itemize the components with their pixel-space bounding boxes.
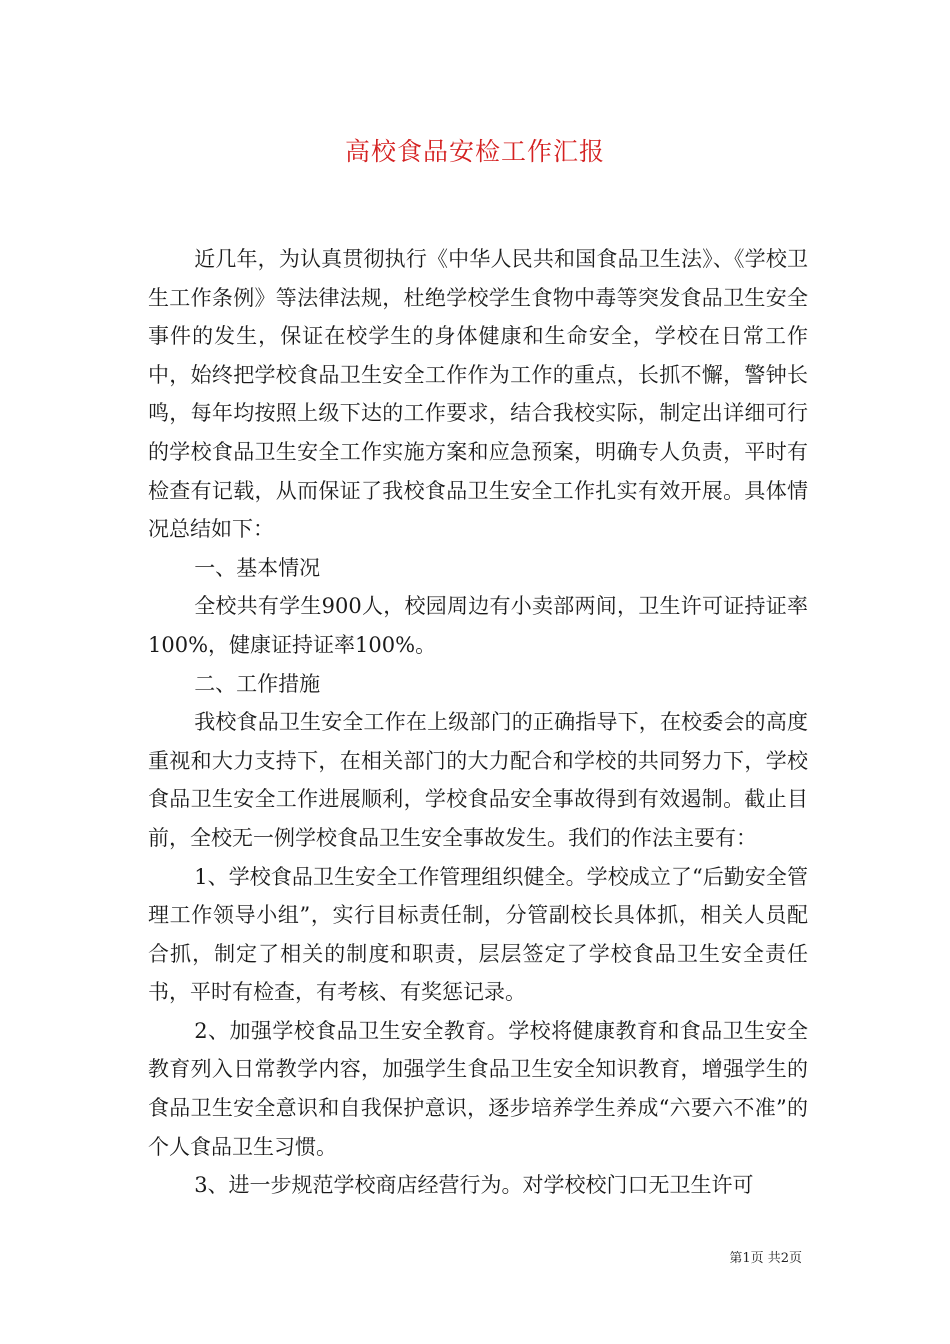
measure-item-3: 3、进一步规范学校商店经营行为。对学校校门口无卫生许可: [194, 1173, 754, 1198]
document-title: 高校食品安检工作汇报: [344, 137, 605, 166]
section-heading-basic: 一、基本情况: [194, 555, 321, 580]
page-number-footer: 第1页 共2页: [729, 1251, 802, 1266]
document-body: [148, 240, 808, 1205]
measure-item-1: 1、学校食品卫生安全工作管理组织健全。学校成立了“后勤安全管理工作领导小组”，实行目标责任制，分管副校长具体抓，相关人员配合抓，制定了相关的制度和职责，层层签定了学校食品卫生安全责任书，平时有检查，有考核、有奖惩记录。: [148, 864, 808, 1005]
measures-paragraph: 我校食品卫生安全工作在上级部门的正确指导下，在校委会的高度重视和大力支持下，在相关部门的大力配合和学校的共同努力下，学校食品卫生安全工作进展顺利，学校食品安全事故得到有效遏制。截止目前，全校无一例学校食品卫生安全事故发生。我们的作法主要有：: [148, 710, 808, 850]
section-heading-measures: 二、工作措施: [194, 671, 321, 696]
measure-item-2: 2、加强学校食品卫生安全教育。学校将健康教育和食品卫生安全教育列入日常教学内容，加强学生食品卫生安全知识教育，增强学生的食品卫生安全意识和自我保护意识，逐步培养学生养成“六要六不准”的个人食品卫生习惯。: [148, 1018, 808, 1159]
intro-paragraph: 近几年，为认真贯彻执行《中华人民共和国食品卫生法》、《学校卫生工作条例》等法律法规，杜绝学校学生食物中毒等突发食品卫生安全事件的发生，保证在校学生的身体健康和生命安全，学校在日常工作中，始终把学校食品卫生安全工作作为工作的重点，长抓不懈，警钟长鸣，每年均按照上级下达的工作要求，结合我校实际，制定出详细可行的学校食品卫生安全工作实施方案和应急预案，明确专人负责，平时有检查有记载，从而保证了我校食品卫生安全工作扎实有效开展。具体情况总结如下：: [148, 247, 808, 542]
basic-info-paragraph: 全校共有学生900人，校园周边有小卖部两间，卫生许可证持证率100%，健康证持证率100%。: [148, 594, 808, 657]
